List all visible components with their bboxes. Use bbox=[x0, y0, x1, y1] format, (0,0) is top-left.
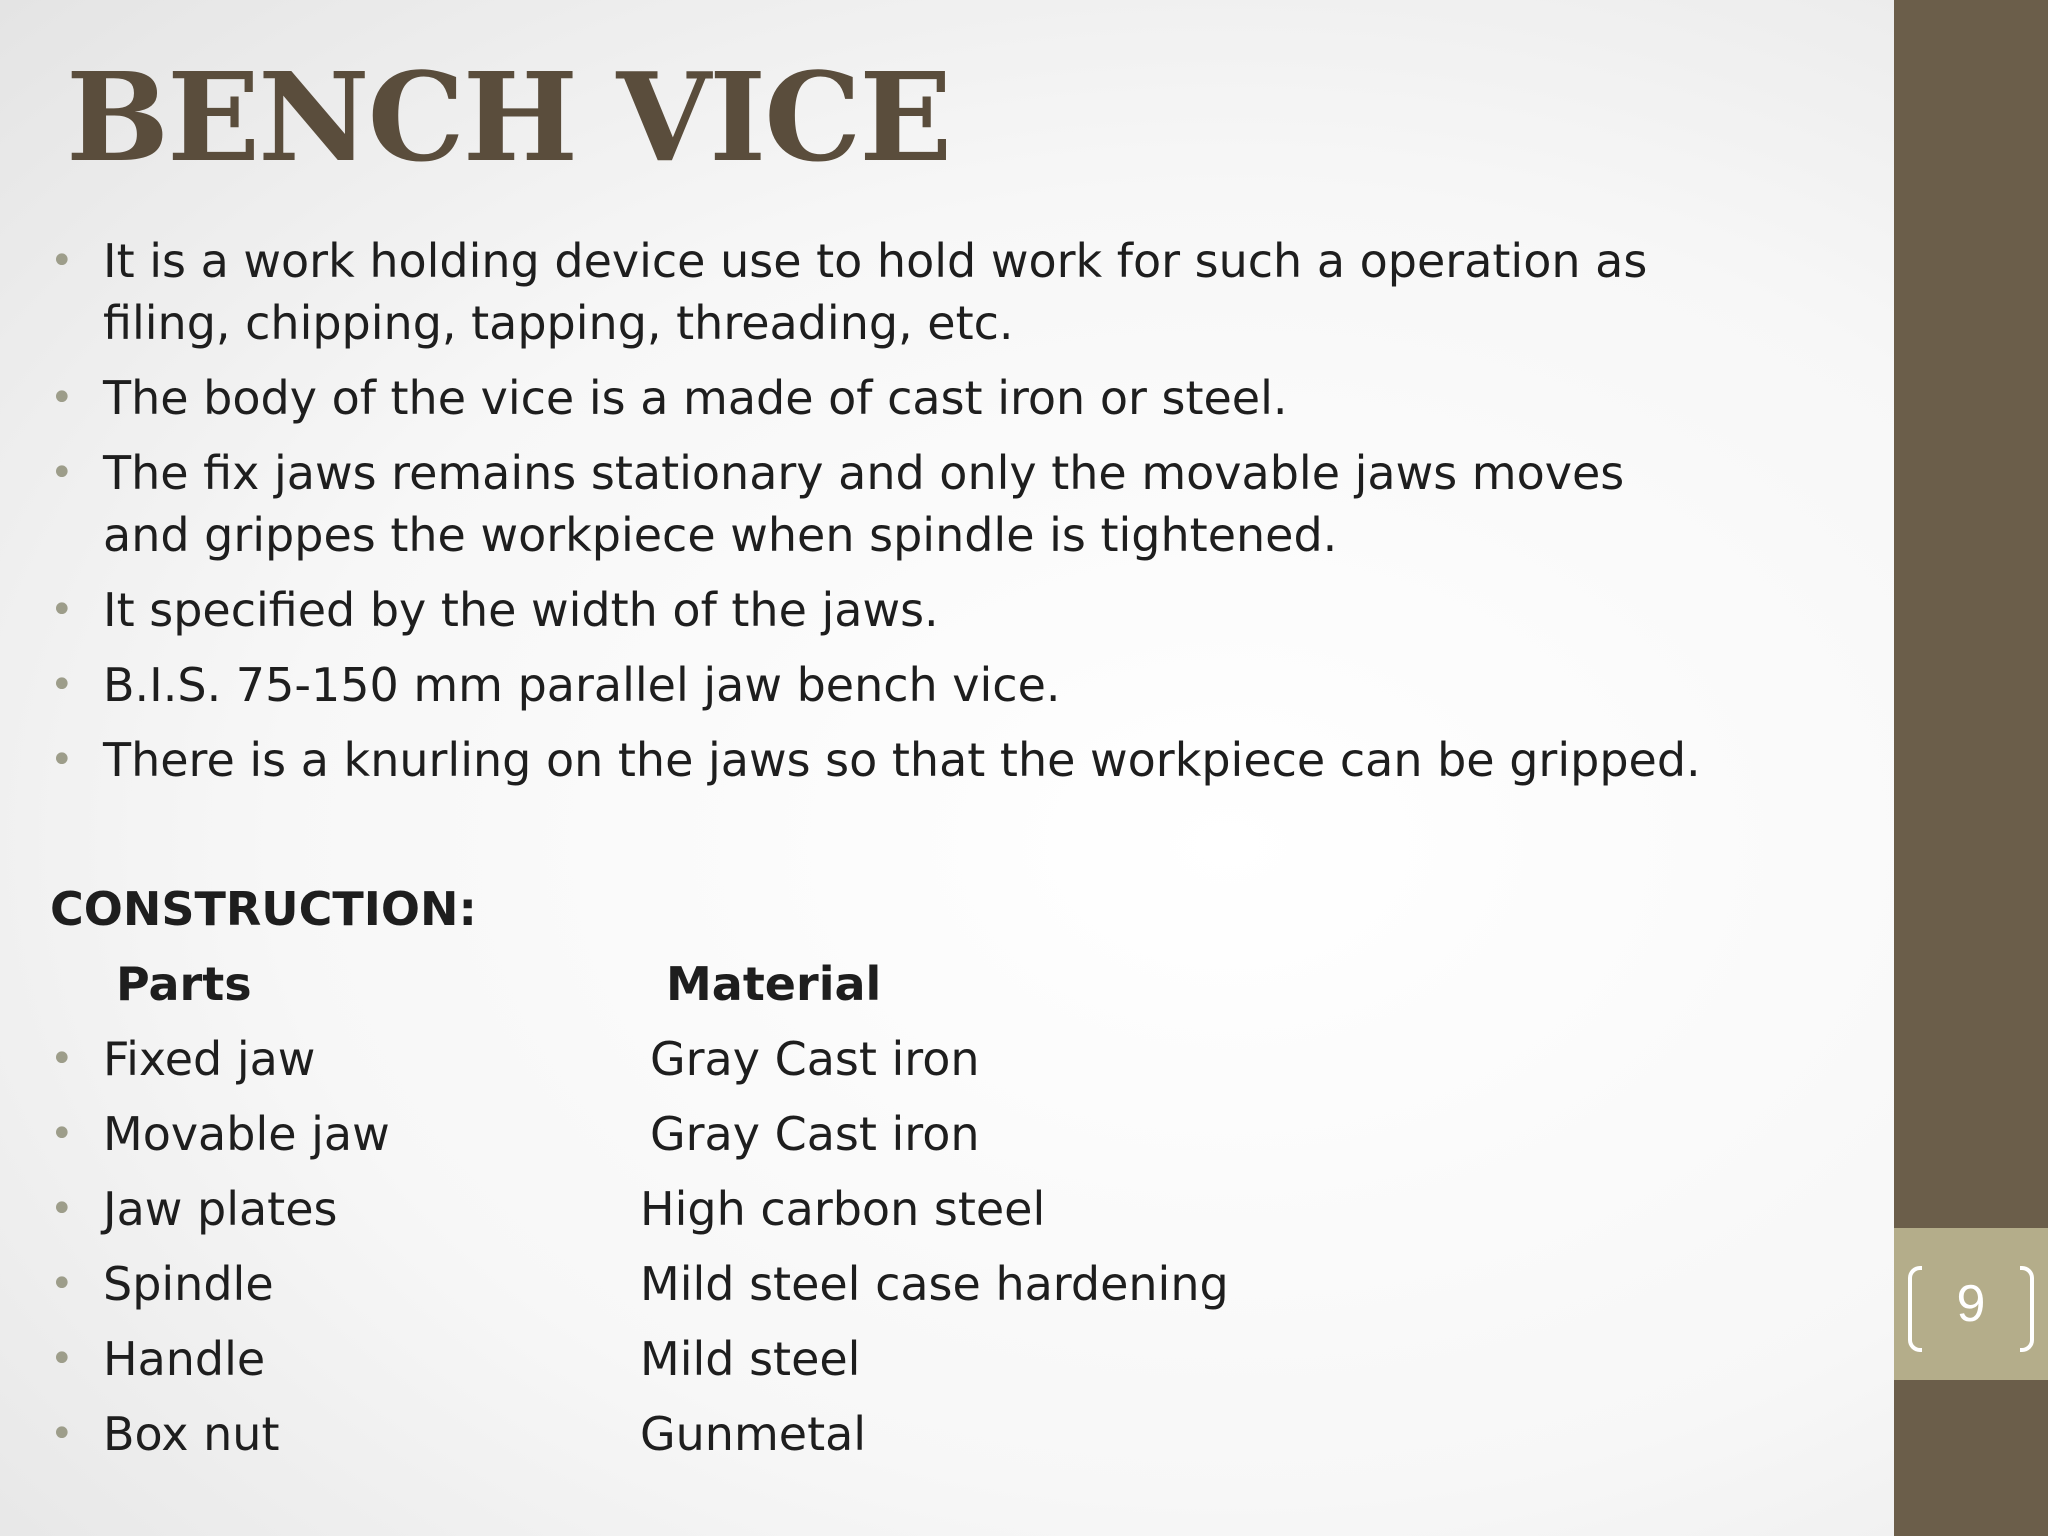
bullet-text: There is a knurling on the jaws so that the workpiece can be gripped. bbox=[103, 733, 1701, 787]
list-item bbox=[50, 1103, 1350, 1178]
construction-heading: CONSTRUCTION: bbox=[50, 882, 477, 936]
list-item bbox=[50, 1328, 1350, 1403]
page-number: 9 bbox=[1956, 1275, 1986, 1333]
part-name: Movable jaw bbox=[103, 1107, 390, 1161]
bullet-text: B.I.S. 75-150 mm parallel jaw bench vice. bbox=[103, 658, 1061, 712]
bullet-item bbox=[50, 579, 1710, 641]
page-number-tab bbox=[1894, 1228, 2048, 1380]
bullet-text: The fix jaws remains stationary and only the movable jaws moves and grippes the workpiece when spindle is tightened. bbox=[103, 446, 1625, 562]
bullet-item bbox=[50, 654, 1710, 716]
part-name: Fixed jaw bbox=[103, 1032, 316, 1086]
part-material: Gray Cast iron bbox=[650, 1032, 980, 1086]
parts-material-list bbox=[50, 1028, 1350, 1478]
material-column-header: Material bbox=[666, 957, 882, 1011]
list-item bbox=[50, 1403, 1350, 1478]
parts-column-header: Parts bbox=[116, 957, 252, 1011]
part-material: Mild steel bbox=[640, 1332, 861, 1386]
right-bracket-icon bbox=[2020, 1266, 2034, 1352]
slide-sidebar bbox=[1894, 0, 2048, 1536]
bullet-dot-icon: • bbox=[50, 450, 74, 496]
bullet-text: The body of the vice is a made of cast iron or steel. bbox=[103, 371, 1288, 425]
part-name: Handle bbox=[103, 1332, 266, 1386]
part-material: Mild steel case hardening bbox=[640, 1257, 1229, 1311]
list-item bbox=[50, 1178, 1350, 1253]
part-name: Spindle bbox=[103, 1257, 274, 1311]
part-material: High carbon steel bbox=[640, 1182, 1046, 1236]
bullet-dot-icon: • bbox=[50, 1111, 74, 1157]
part-name: Box nut bbox=[103, 1407, 280, 1461]
bullet-text: It is a work holding device use to hold work for such a operation as filing, chipping, tapping, threading, etc. bbox=[103, 234, 1648, 350]
bullet-dot-icon: • bbox=[50, 1186, 74, 1232]
part-material: Gray Cast iron bbox=[650, 1107, 980, 1161]
bullet-item bbox=[50, 230, 1710, 354]
bullet-text: It specified by the width of the jaws. bbox=[103, 583, 939, 637]
bullet-dot-icon: • bbox=[50, 1411, 74, 1457]
part-material: Gunmetal bbox=[640, 1407, 867, 1461]
bullet-dot-icon: • bbox=[50, 1036, 74, 1082]
bullet-dot-icon: • bbox=[50, 587, 74, 633]
list-item bbox=[50, 1253, 1350, 1328]
list-item bbox=[50, 1028, 1350, 1103]
bullet-dot-icon: • bbox=[50, 662, 74, 708]
bullet-dot-icon: • bbox=[50, 1261, 74, 1307]
bullet-list bbox=[50, 230, 1710, 804]
bullet-dot-icon: • bbox=[50, 1336, 74, 1382]
bullet-item bbox=[50, 729, 1710, 791]
bullet-dot-icon: • bbox=[50, 375, 74, 421]
bullet-dot-icon: • bbox=[50, 238, 74, 284]
slide-title: BENCH VICE bbox=[66, 45, 951, 189]
bullet-item bbox=[50, 442, 1710, 566]
bullet-dot-icon: • bbox=[50, 737, 74, 783]
bullet-item bbox=[50, 367, 1710, 429]
part-name: Jaw plates bbox=[103, 1182, 338, 1236]
